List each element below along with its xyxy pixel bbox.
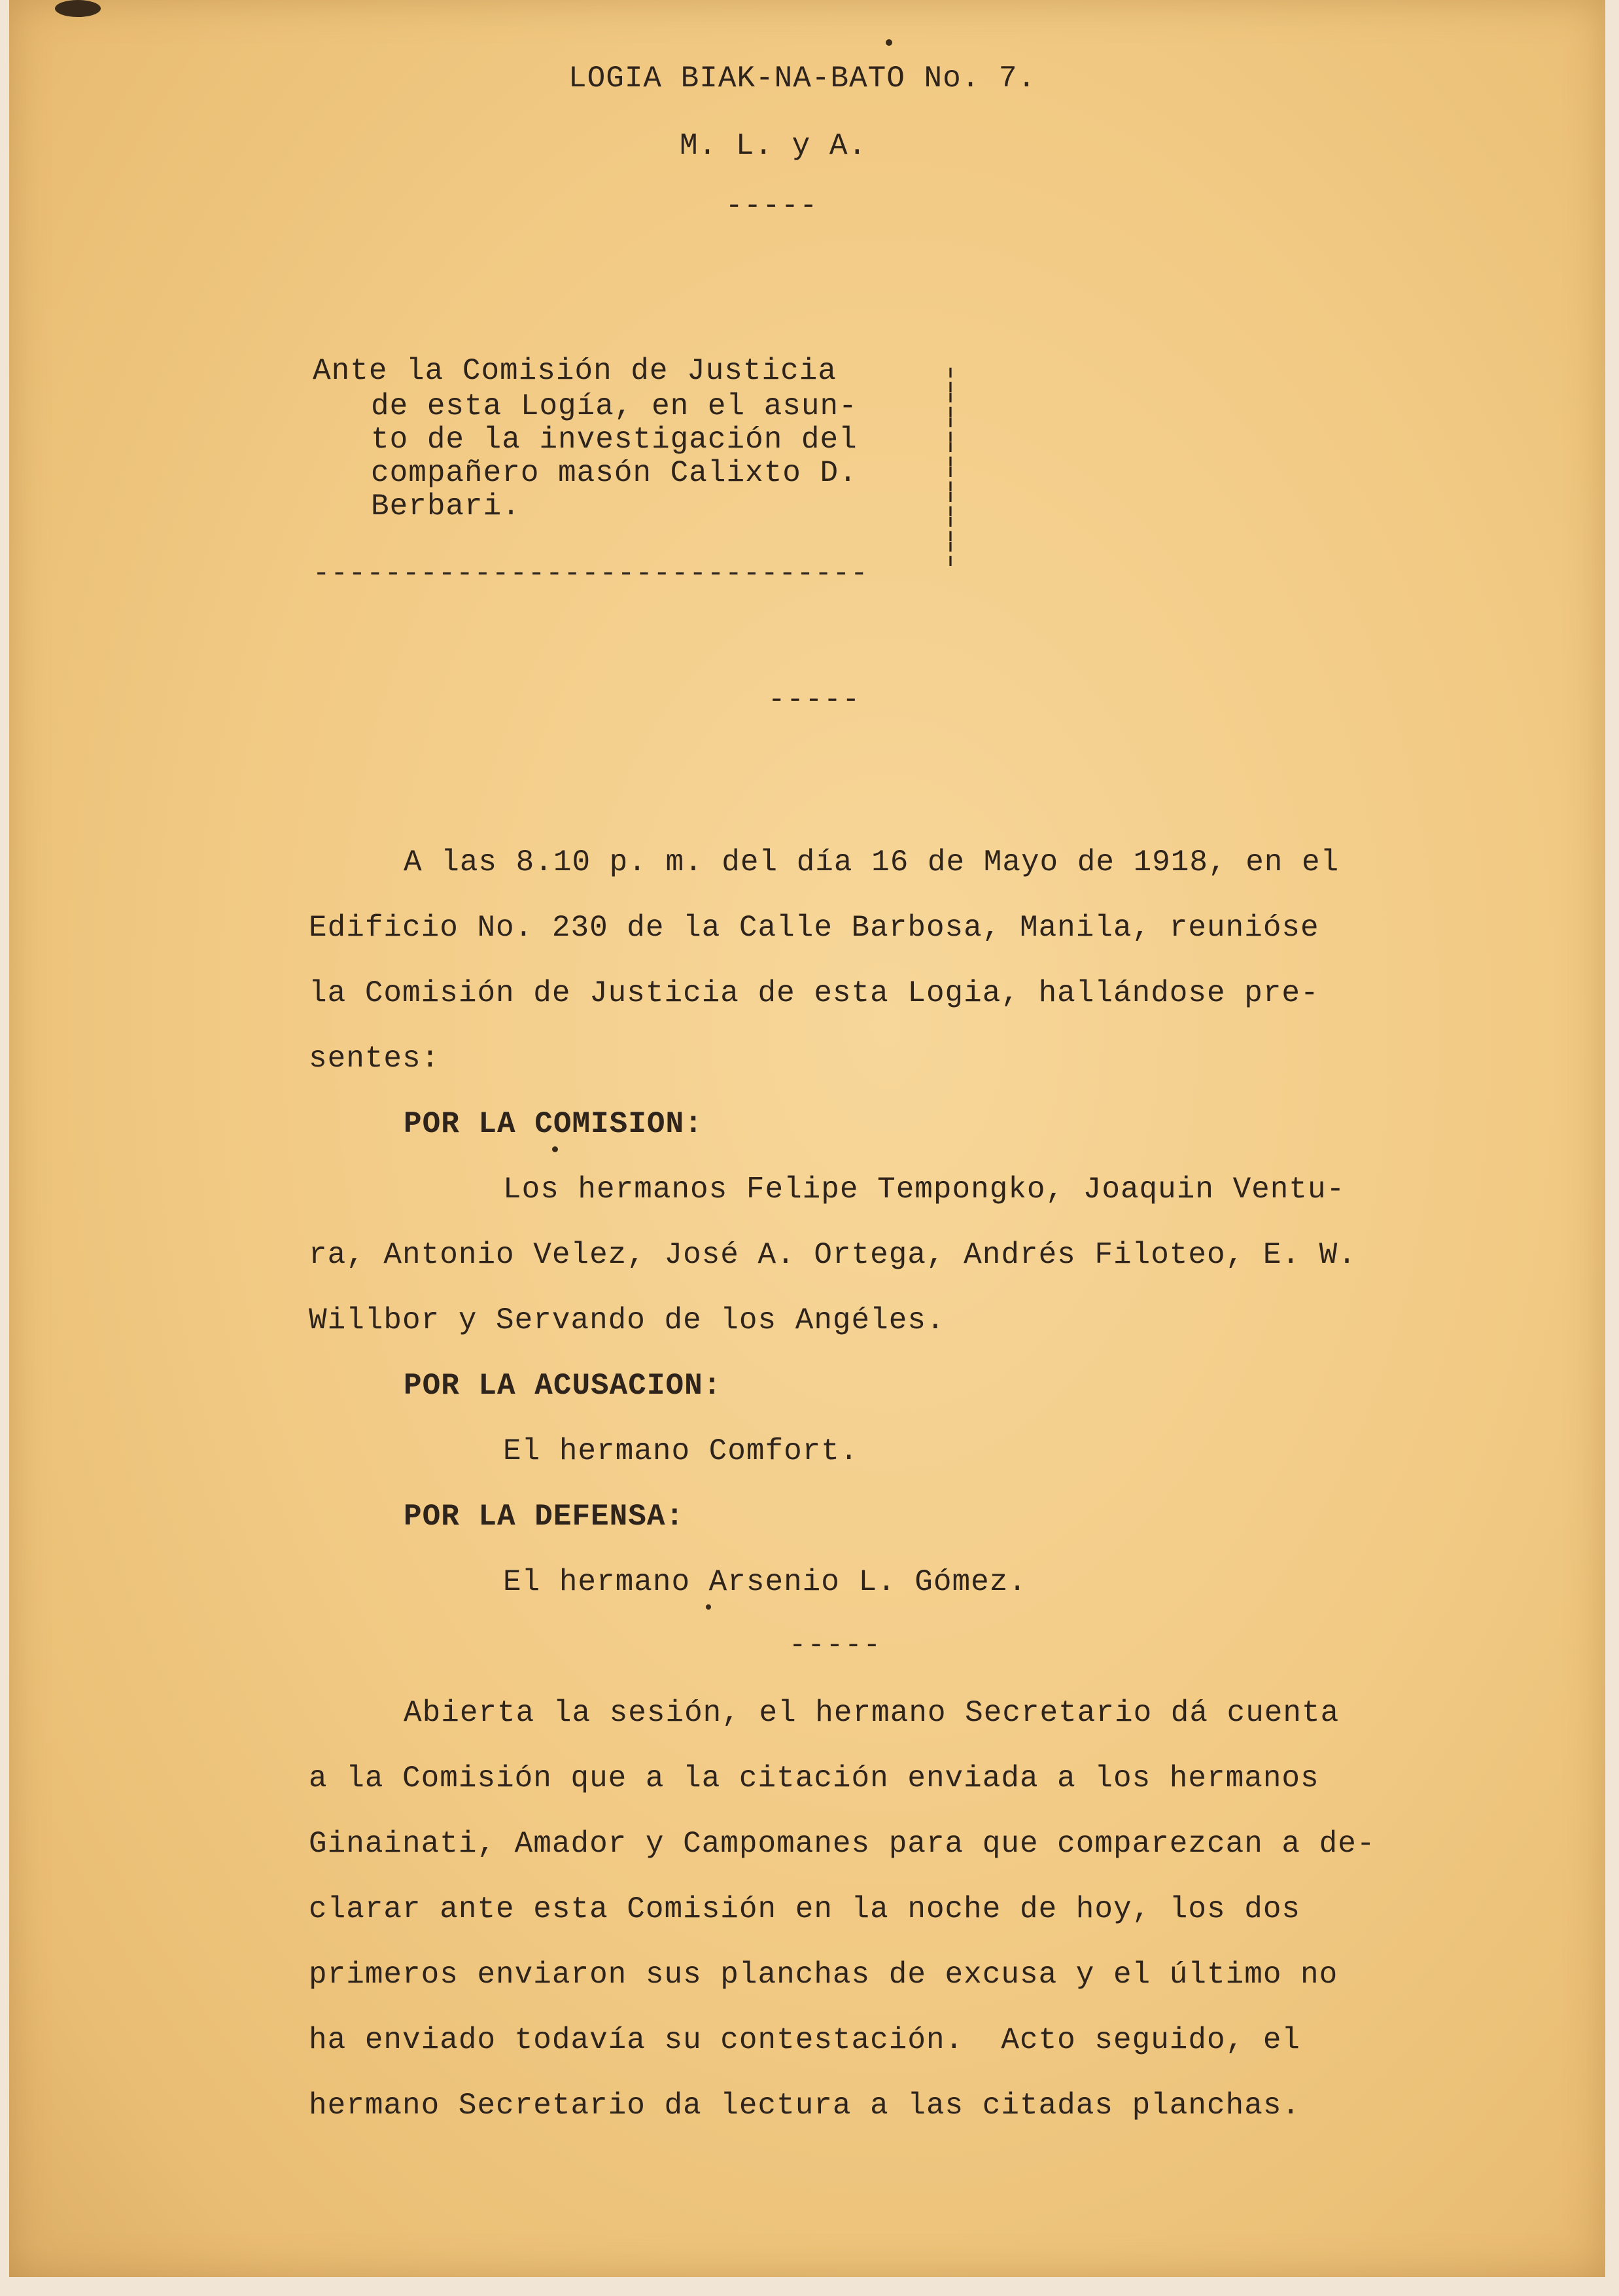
comision-line: Willbor y Servando de los Angéles. bbox=[309, 1303, 945, 1337]
defensa-heading: POR LA DEFENSA: bbox=[404, 1500, 685, 1534]
caption-bottom-rule: ------------------------------- bbox=[313, 557, 869, 590]
body-line: Ginainati, Amador y Campomanes para que comparezcan a de- bbox=[309, 1827, 1376, 1861]
intro-line: A las 8.10 p. m. del día 16 de Mayo de 1918, en el bbox=[404, 845, 1340, 879]
caption-bracket: ¦ ¦ ¦ ¦ ¦ ¦ ¦ ¦ bbox=[943, 365, 959, 569]
caption-line: de esta Logía, en el asun- bbox=[371, 389, 858, 423]
body-line: clarar ante esta Comisión en la noche de hoy, los dos bbox=[309, 1892, 1301, 1926]
header-separator: ----- bbox=[725, 190, 819, 222]
body-line: primeros enviaron sus planchas de excusa y el último no bbox=[309, 1958, 1338, 1992]
body-line: Abierta la sesión, el hermano Secretario dá cuenta bbox=[404, 1696, 1340, 1730]
body-line: a la Comisión que a la citación enviada a los hermanos bbox=[309, 1761, 1319, 1795]
comision-line: Los hermanos Felipe Tempongko, Joaquin Ventu- bbox=[503, 1173, 1346, 1207]
caption-line: Ante la Comisión de Justicia bbox=[313, 354, 837, 388]
body-line: hermano Secretario da lectura a las citadas planchas. bbox=[309, 2089, 1301, 2123]
defensa-text: El hermano Arsenio L. Gómez. bbox=[503, 1565, 1027, 1599]
comision-heading: POR LA COMISION: bbox=[404, 1107, 703, 1141]
lodge-title: LOGIA BIAK-NA-BATO No. 7. bbox=[568, 62, 1037, 96]
ink-speck bbox=[886, 39, 892, 46]
lodge-motto: M. L. y A. bbox=[680, 129, 867, 163]
acusacion-heading: POR LA ACUSACION: bbox=[404, 1369, 722, 1403]
ink-stain bbox=[55, 0, 101, 17]
caption-line: Berbari. bbox=[371, 489, 521, 523]
intro-line: la Comisión de Justicia de esta Logia, hallándose pre- bbox=[309, 976, 1319, 1010]
acusacion-text: El hermano Comfort. bbox=[503, 1434, 859, 1468]
ink-speck bbox=[552, 1146, 558, 1152]
body-line: ha enviado todavía su contestación. Acto seguido, el bbox=[309, 2023, 1301, 2057]
caption-line: compañero masón Calixto D. bbox=[371, 456, 858, 490]
ink-speck bbox=[706, 1604, 711, 1610]
document-page bbox=[9, 0, 1605, 2277]
separator-2: ----- bbox=[768, 684, 862, 716]
intro-line: sentes: bbox=[309, 1042, 440, 1076]
comision-line: ra, Antonio Velez, José A. Ortega, Andrés Filoteo, E. W. bbox=[309, 1238, 1357, 1272]
caption-line: to de la investigación del bbox=[371, 423, 858, 457]
separator-3: ----- bbox=[789, 1629, 882, 1662]
intro-line: Edificio No. 230 de la Calle Barbosa, Manila, reunióse bbox=[309, 911, 1319, 945]
